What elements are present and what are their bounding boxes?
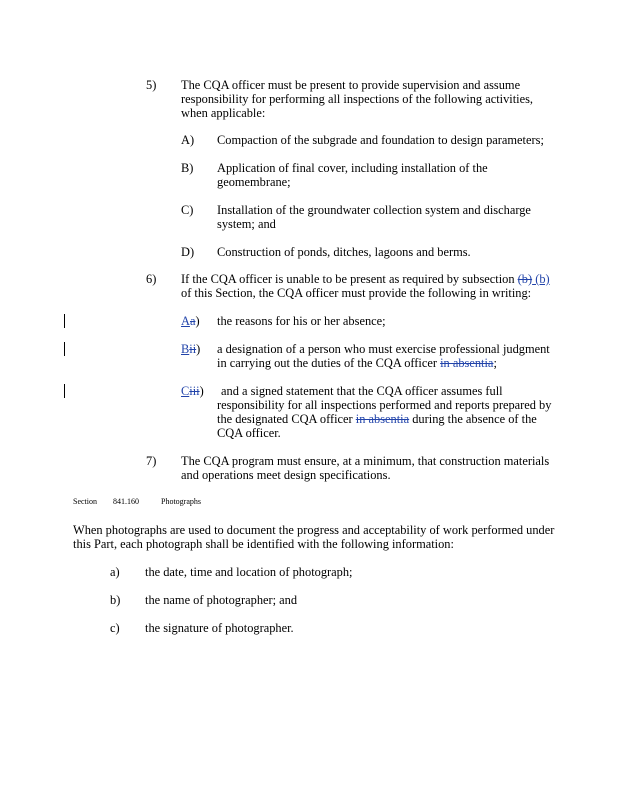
item-6c-label — [181, 384, 204, 398]
item-5b-text: geomembrane; — [217, 175, 291, 189]
photo-item-text: the date, time and location of photograph; — [145, 565, 353, 579]
photo-intro-line: this Part, each photograph shall be identified with the following information: — [73, 537, 454, 551]
section-title: Photographs — [161, 497, 201, 506]
item-6-number: 6) — [146, 272, 157, 286]
item-6b-label — [181, 342, 200, 356]
item-6-line — [181, 272, 550, 286]
revision-bar — [64, 384, 65, 398]
item-6b-text-part: ; — [493, 356, 497, 370]
item-6c-text — [217, 412, 537, 426]
item-6b-text-part: in carrying out the duties of the CQA officer — [217, 356, 441, 370]
item-5c-text: Installation of the groundwater collection system and discharge — [217, 203, 531, 217]
photo-item-label: c) — [110, 621, 120, 635]
photo-item-text: the name of photographer; and — [145, 593, 298, 607]
item-6c-text: CQA officer. — [217, 426, 281, 440]
inserted-label: C — [181, 384, 190, 398]
item-6c-text: responsibility for all inspections performed and reports prepared by — [217, 398, 552, 412]
inserted-text: (b) — [532, 272, 550, 286]
deleted-label: a — [189, 314, 196, 328]
item-5-line: responsibility for performing all inspections of the following activities, — [181, 92, 534, 106]
section-word: Section — [73, 497, 97, 506]
inserted-label: B — [181, 342, 190, 356]
inserted-label: A — [181, 314, 190, 328]
photo-item-label: b) — [110, 593, 121, 607]
revision-bar — [64, 342, 65, 356]
label-paren: ) — [196, 342, 201, 356]
item-5b-text: Application of final cover, including installation of the — [217, 161, 488, 175]
item-5a-label: A) — [181, 133, 195, 147]
item-5a-text: Compaction of the subgrade and foundation to design parameters; — [217, 133, 544, 147]
item-6c-text: and a signed statement that the CQA officer assumes full — [221, 384, 503, 398]
section-number: 841.160 — [113, 497, 139, 506]
item-6a-text: the reasons for his or her absence; — [217, 314, 386, 328]
item-5-number: 5) — [146, 78, 157, 92]
deleted-label: iii — [189, 384, 200, 398]
item-6-text: If the CQA officer is unable to be present as required by subsection — [181, 272, 518, 286]
item-7-number: 7) — [146, 454, 157, 468]
label-paren: ) — [199, 384, 204, 398]
item-5-line: The CQA officer must be present to provide supervision and assume — [181, 78, 521, 92]
photo-item-text: the signature of photographer. — [145, 621, 294, 635]
item-5c-label: C) — [181, 203, 194, 217]
photo-intro-line: When photographs are used to document the progress and acceptability of work performed under — [73, 523, 555, 537]
item-6b-text: a designation of a person who must exercise professional judgment — [217, 342, 550, 356]
item-5-line: when applicable: — [181, 106, 266, 120]
revision-bar — [64, 314, 65, 328]
item-6-line: of this Section, the CQA officer must provide the following in writing: — [181, 286, 532, 300]
item-7-line: The CQA program must ensure, at a minimum, that construction materials — [181, 454, 550, 468]
deleted-label: ii — [189, 342, 197, 356]
item-5d-label: D) — [181, 245, 195, 259]
item-6c-text-part: the designated CQA officer — [217, 412, 356, 426]
deleted-text: in absentia — [440, 356, 494, 370]
deleted-text: in absentia — [355, 412, 410, 426]
photo-item-label: a) — [110, 565, 120, 579]
item-6a-label — [181, 314, 200, 328]
item-5c-text: system; and — [217, 217, 276, 231]
item-6c-text-part: during the absence of the — [409, 412, 537, 426]
item-5b-label: B) — [181, 161, 194, 175]
item-7-line: and operations meet design specifications. — [181, 468, 391, 482]
deleted-text: (b) — [517, 272, 533, 286]
item-5d-text: Construction of ponds, ditches, lagoons and berms. — [217, 245, 471, 259]
item-6b-text — [217, 356, 497, 370]
label-paren: ) — [195, 314, 200, 328]
